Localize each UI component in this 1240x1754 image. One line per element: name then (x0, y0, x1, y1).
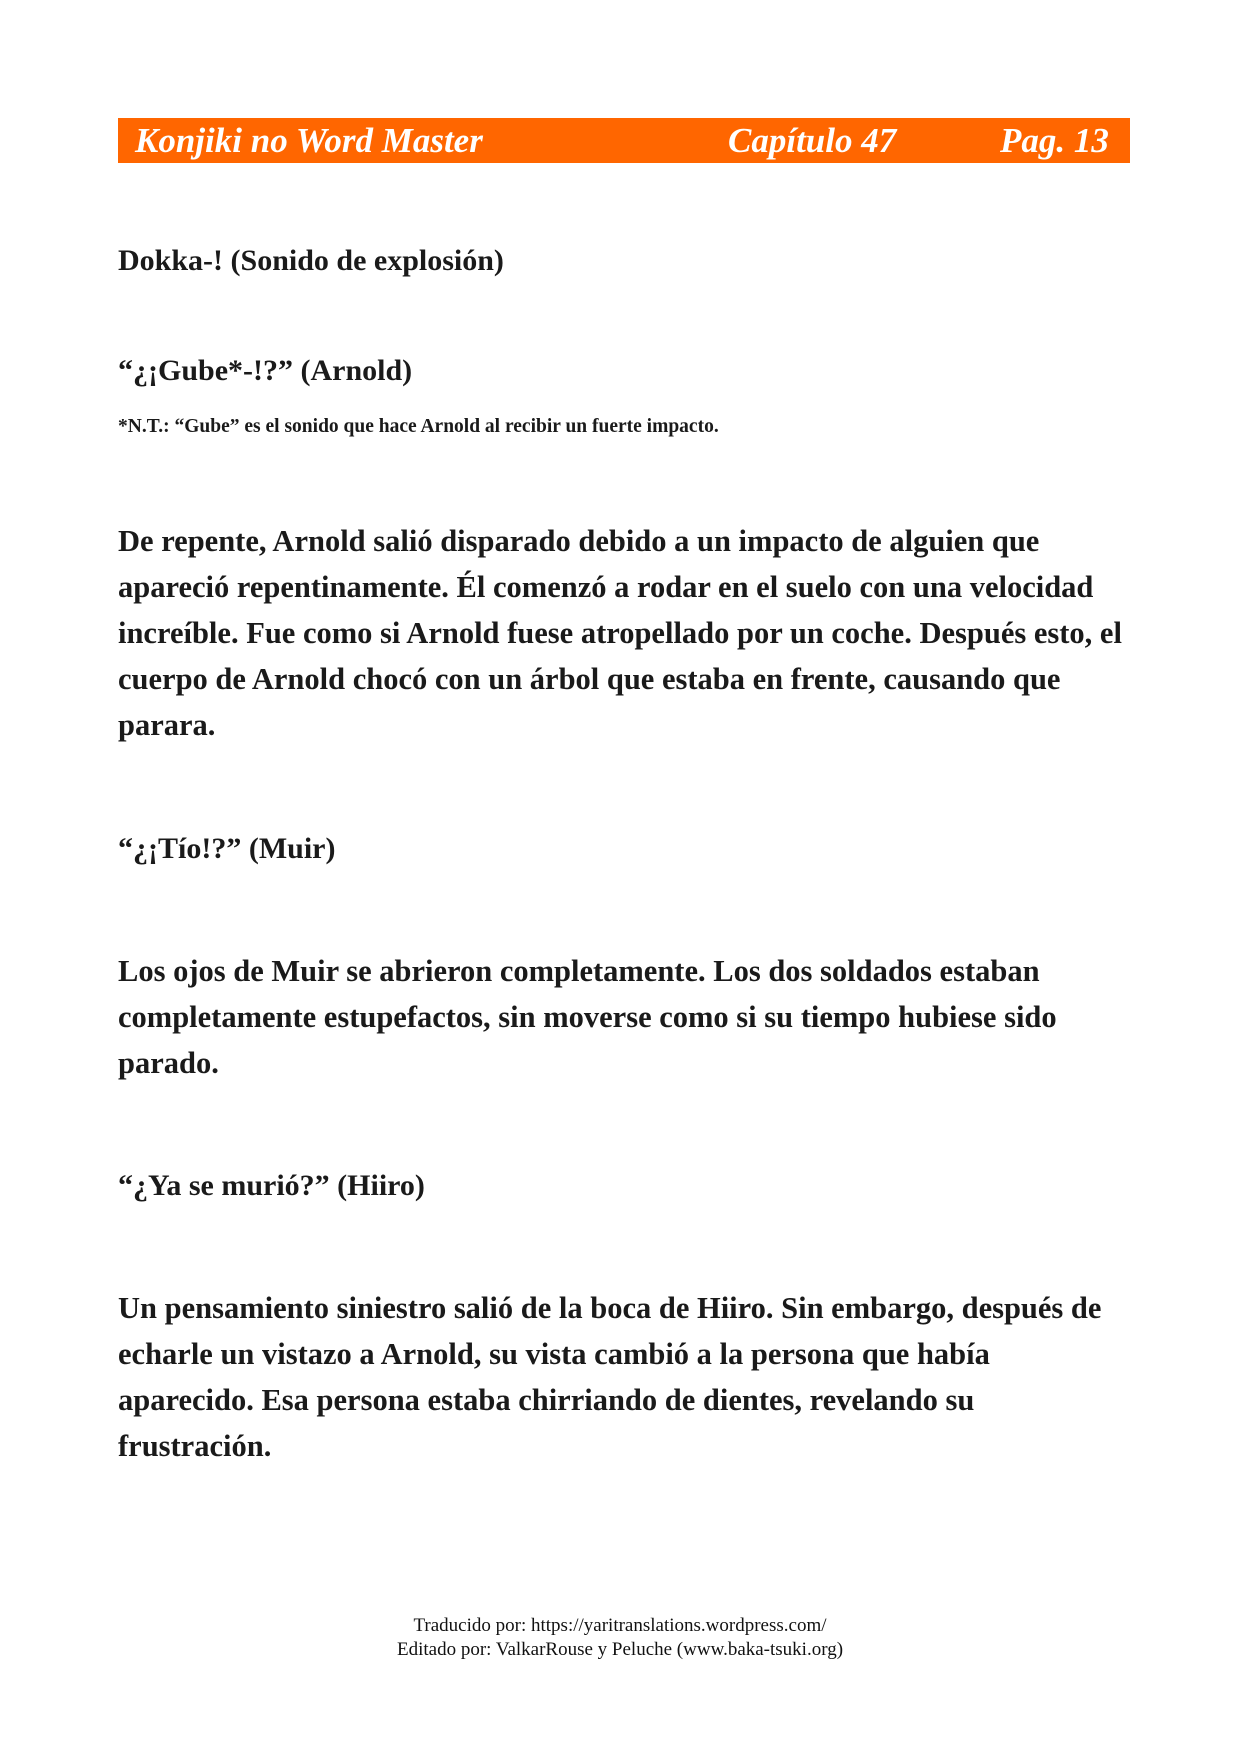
page-header (118, 118, 1130, 163)
paragraph-hiiro: Un pensamiento siniestro salió de la boca de Hiiro. Sin embargo, después de echarle un vistazo a Arnold, su vista cambió a la persona que había aparecido. Esa persona estaba chirriando de dientes, revelando su frustración. (118, 1291, 1102, 1463)
paragraph-impact: De repente, Arnold salió disparado debido a un impacto de alguien que apareció repentinamente. Él comenzó a rodar en el suelo con una velocidad increíble. Fue como si Arnold fuese atropellado por un coche. Después esto, el cuerpo de Arnold chocó con un árbol que estaba en frente, causando que parara. (118, 524, 1122, 742)
header-page-number: Pag. 13 (1000, 121, 1109, 160)
header-title: Konjiki no Word Master (135, 121, 483, 160)
dialogue-hiiro: “¿Ya se murió?” (Hiiro) (118, 1169, 425, 1202)
sfx-line: Dokka-! (Sonido de explosión) (118, 244, 504, 277)
dialogue-arnold: “¿¡Gube*-!?” (Arnold) (118, 354, 413, 387)
paragraph-muir: Los ojos de Muir se abrieron completamente. Los dos soldados estaban completamente estupefactos, sin moverse como si su tiempo hubiese sido parado. (118, 954, 1057, 1080)
footer-translated-by: Traducido por: https://yaritranslations.wordpress.com/ (413, 1615, 827, 1636)
dialogue-muir: “¿¡Tío!?” (Muir) (118, 832, 336, 865)
footer-edited-by: Editado por: ValkarRouse y Peluche (www.baka-tsuki.org) (396, 1639, 844, 1660)
translator-note: *N.T.: “Gube” es el sonido que hace Arnold al recibir un fuerte impacto. (118, 416, 719, 437)
header-chapter: Capítulo 47 (728, 121, 897, 160)
